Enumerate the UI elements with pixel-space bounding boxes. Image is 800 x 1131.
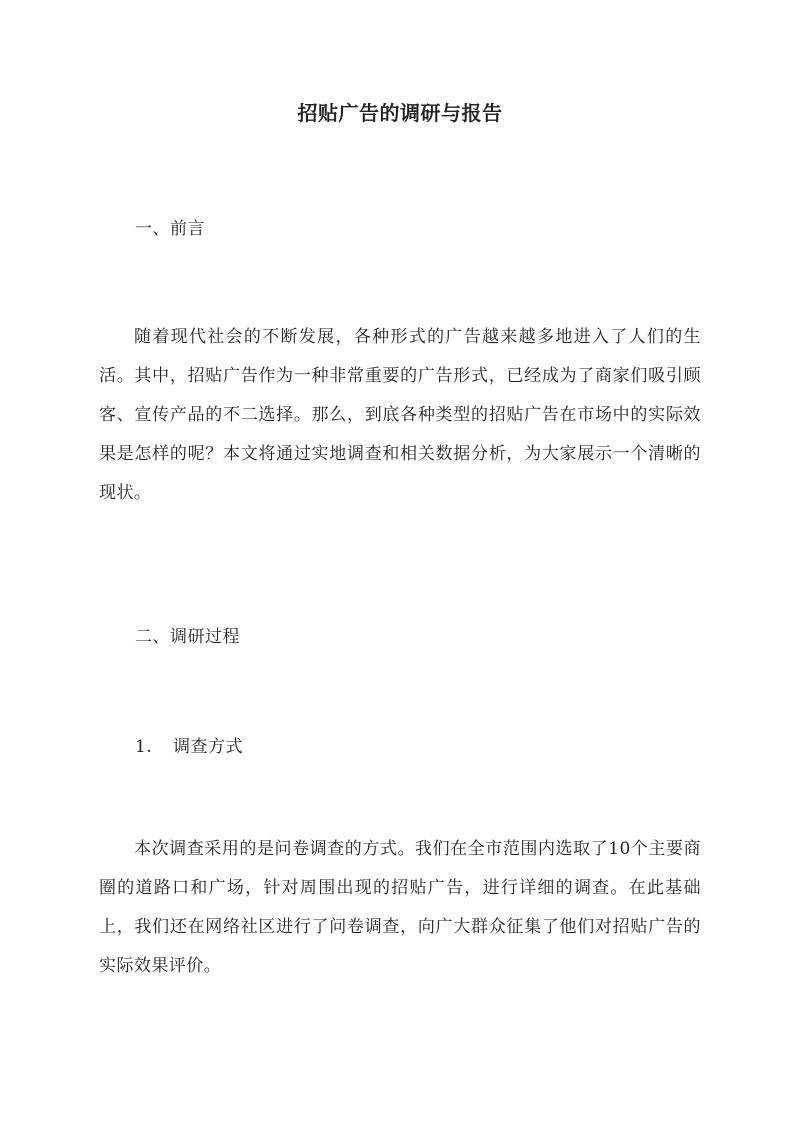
survey-method-paragraph: 本次调查采用的是问卷调查的方式。我们在全市范围内选取了10个主要商圈的道路口和广场，针对周围出现的招贴广告，进行详细的调查。在此基础上，我们还在网络社区进行了问卷调查，向广大群众征集了他们对招贴广告的实际效果评价。	[99, 839, 701, 976]
section-heading-preface: 一、前言	[135, 219, 205, 239]
subsection-heading-survey-method	[135, 734, 243, 760]
subsection-title: 调查方式	[173, 737, 243, 757]
preface-paragraph: 随着现代社会的不断发展，各种形式的广告越来越多地进入了人们的生活。其中，招贴广告作为一种非常重要的广告形式，已经成为了商家们吸引顾客、宣传产品的不二选择。那么，到底各种类型的招贴广告在市场中的实际效果是怎样的呢？本文将通过实地调查和相关数据分析，为大家展示一个清晰的现状。	[99, 327, 701, 503]
page-title: 招贴广告的调研与报告	[297, 101, 503, 125]
section-heading-research-process: 二、调研过程	[135, 627, 240, 647]
subsection-number: 1.	[135, 737, 153, 757]
